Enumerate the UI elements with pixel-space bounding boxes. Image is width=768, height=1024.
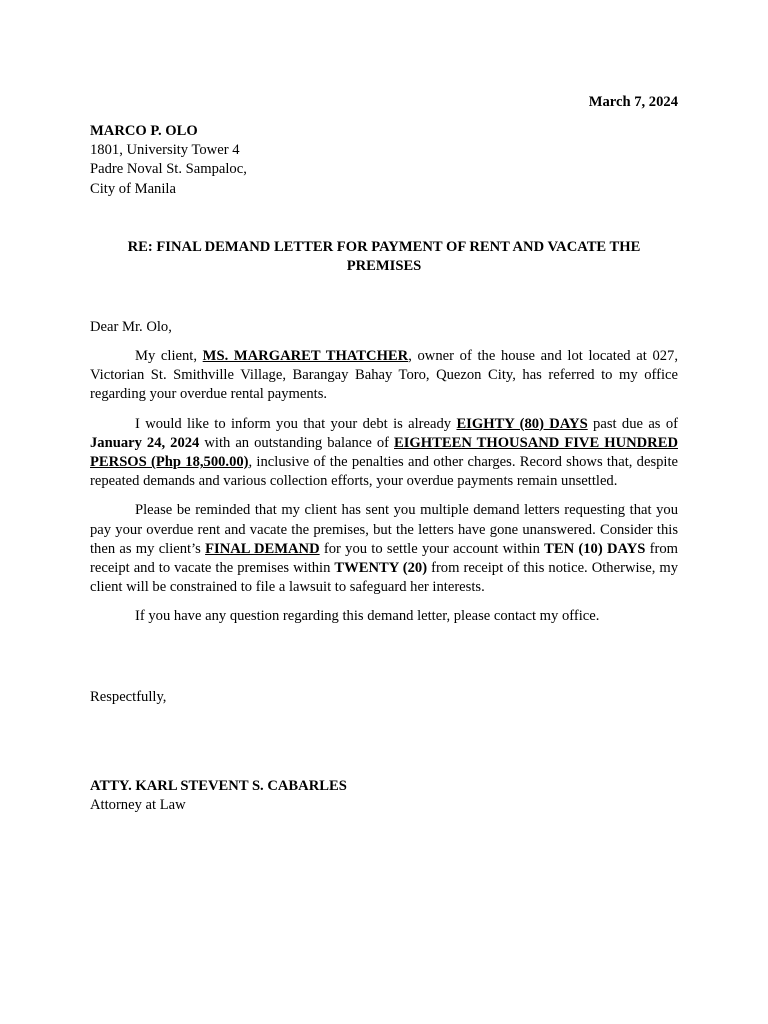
due-date: January 24, 2024: [90, 434, 200, 451]
paragraph-text: past due as of: [587, 415, 678, 432]
paragraph-text: Please be reminded that my client has sent you multiple demand letters requesting that you pay your overdue rent and vacate the premises, but the letters have gone unanswered. Consider this then as my client’s: [90, 502, 678, 557]
paragraph-text: from receipt of this notice. Otherwise, my client will be constrained to file a lawsuit to safeguard her interests.: [90, 560, 678, 596]
paragraph-text: for you to settle your account within: [319, 540, 545, 557]
paragraph-text: I would like to inform you that your debt is already: [135, 415, 457, 432]
client-name: MS. MARGARET THATCHER: [202, 348, 409, 364]
subject-line: RE: FINAL DEMAND LETTER FOR PAYMENT OF RENT AND VACATE THE: [127, 239, 641, 255]
signatory-name: ATTY. KARL STEVENT S. CABARLES: [90, 778, 347, 794]
paragraph-text: , inclusive of the penalties and other charges. Record shows that, despite repeated demands and various collection efforts, your overdue payments remain unsettled.: [90, 454, 679, 490]
paragraph-text: from receipt and to vacate the premises within: [90, 540, 678, 577]
days-past-due: EIGHTY (80) DAYS: [456, 415, 588, 432]
recipient-name: MARCO P. OLO: [90, 123, 198, 139]
signatory-title: Attorney at Law: [90, 797, 186, 814]
letter-body: [90, 347, 678, 637]
final-demand: FINAL DEMAND: [205, 540, 320, 557]
body-paragraph: [90, 347, 678, 405]
subject-heading: [90, 238, 678, 276]
recipient-address-line: 1801, University Tower 4: [90, 142, 240, 159]
recipient-address-block: [90, 122, 490, 199]
body-paragraph: [90, 415, 678, 492]
closing: Respectfully,: [90, 689, 167, 705]
signature-block: [90, 777, 347, 815]
paragraph-text: with an outstanding balance of: [199, 434, 394, 451]
recipient-address-line: Padre Noval St. Sampaloc,: [90, 161, 247, 178]
settle-deadline: TEN (10) DAYS: [544, 540, 646, 557]
paragraph-text: , owner of the house and lot located at 027, Victorian St. Smithville Village, Barangay Bahay Toro, Quezon City, has referred to my office regarding your overdue rental payments.: [90, 348, 679, 403]
vacate-deadline: TWENTY (20): [334, 560, 428, 577]
body-paragraph: [90, 501, 678, 597]
salutation: Dear Mr. Olo,: [90, 319, 172, 335]
recipient-address-line: City of Manila: [90, 180, 176, 197]
paragraph-text: My client,: [135, 348, 203, 364]
body-paragraph: If you have any question regarding this demand letter, please contact my office.: [135, 608, 600, 625]
subject-line: PREMISES: [346, 258, 422, 275]
outstanding-balance: EIGHTEEN THOUSAND FIVE HUNDRED PERSOS (Php 18,500.00): [90, 434, 678, 471]
letter-date: March 7, 2024: [588, 94, 678, 110]
